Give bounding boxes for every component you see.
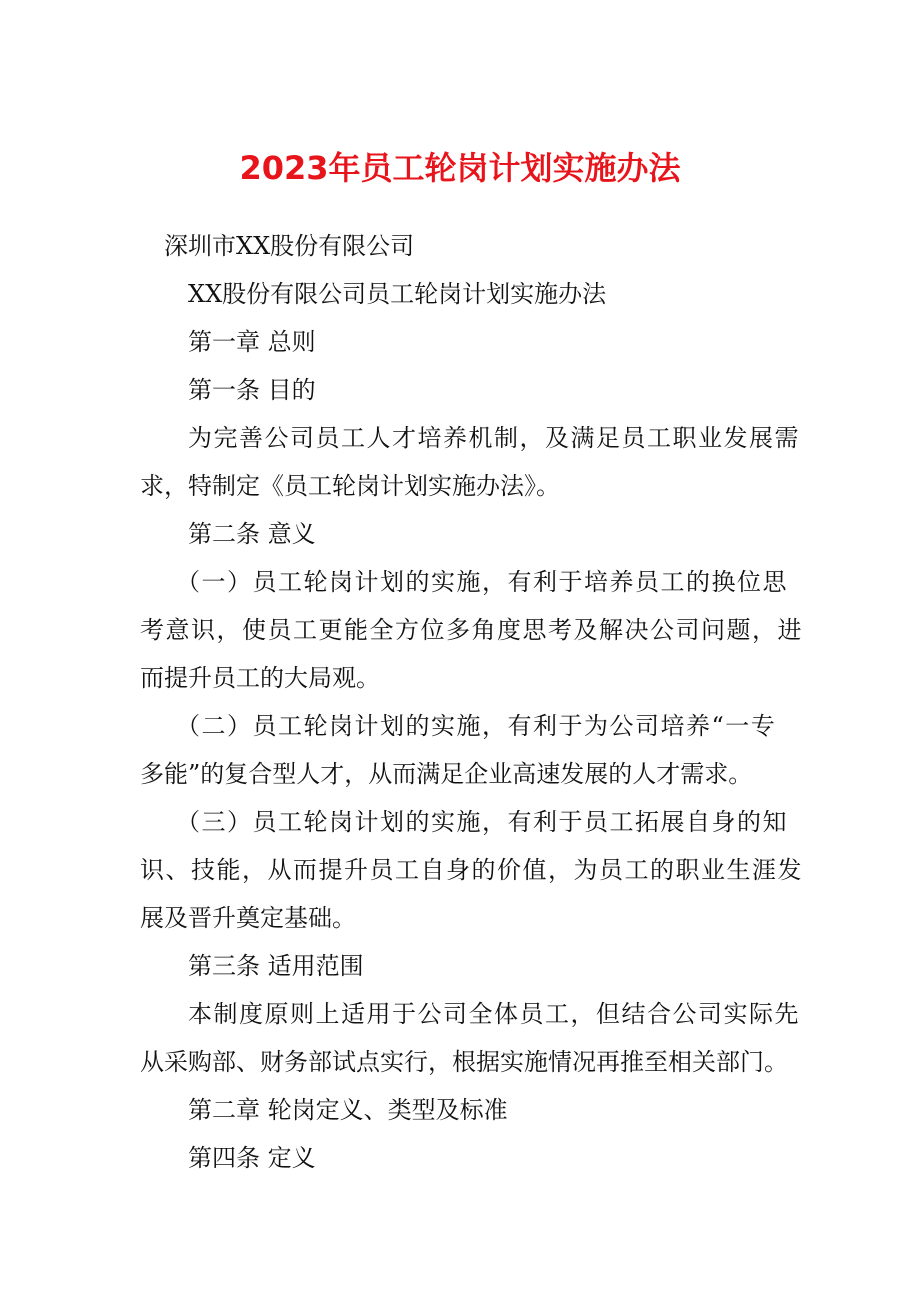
point-2-line: 多能”的复合型人才，从而满足企业高速发展的人才需求。	[140, 760, 753, 788]
article-1-body-line: 求，特制定《员工轮岗计划实施办法》。	[140, 472, 560, 500]
point-1-line: 而提升员工的大局观。	[140, 664, 380, 692]
document-title: 2023年员工轮岗计划实施办法	[239, 149, 681, 187]
article-3-body-line: 从采购部、财务部试点实行，根据实施情况再推至相关部门。	[140, 1048, 788, 1076]
article-1-body-line: 为完善公司员工人才培养机制，及满足员工职业发展需	[188, 424, 800, 452]
point-2-line: （二）员工轮岗计划的实施，有利于为公司培养“一专	[176, 712, 777, 740]
article-1-heading: 第一条 目的	[188, 376, 316, 404]
point-1-line: 考意识，使员工更能全方位多角度思考及解决公司问题，进	[140, 616, 803, 644]
article-3-body-line: 本制度原则上适用于公司全体员工，但结合公司实际先	[188, 1000, 800, 1028]
chapter-1-heading: 第一章 总则	[188, 328, 316, 356]
chapter-2-heading: 第二章 轮岗定义、类型及标准	[188, 1096, 508, 1124]
point-3-line: 展及晋升奠定基础。	[140, 904, 356, 932]
article-2-heading: 第二条 意义	[188, 520, 316, 548]
company-name: 深圳市XX股份有限公司	[164, 232, 415, 260]
point-3-line: （三）员工轮岗计划的实施，有利于员工拓展自身的知	[176, 808, 788, 836]
point-1-line: （一）员工轮岗计划的实施，有利于培养员工的换位思	[176, 568, 788, 596]
article-4-heading: 第四条 定义	[188, 1144, 316, 1172]
document-name: XX股份有限公司员工轮岗计划实施办法	[188, 280, 607, 308]
point-3-line: 识、技能，从而提升员工自身的价值，为员工的职业生涯发	[140, 856, 803, 884]
article-3-heading: 第三条 适用范围	[188, 952, 364, 980]
